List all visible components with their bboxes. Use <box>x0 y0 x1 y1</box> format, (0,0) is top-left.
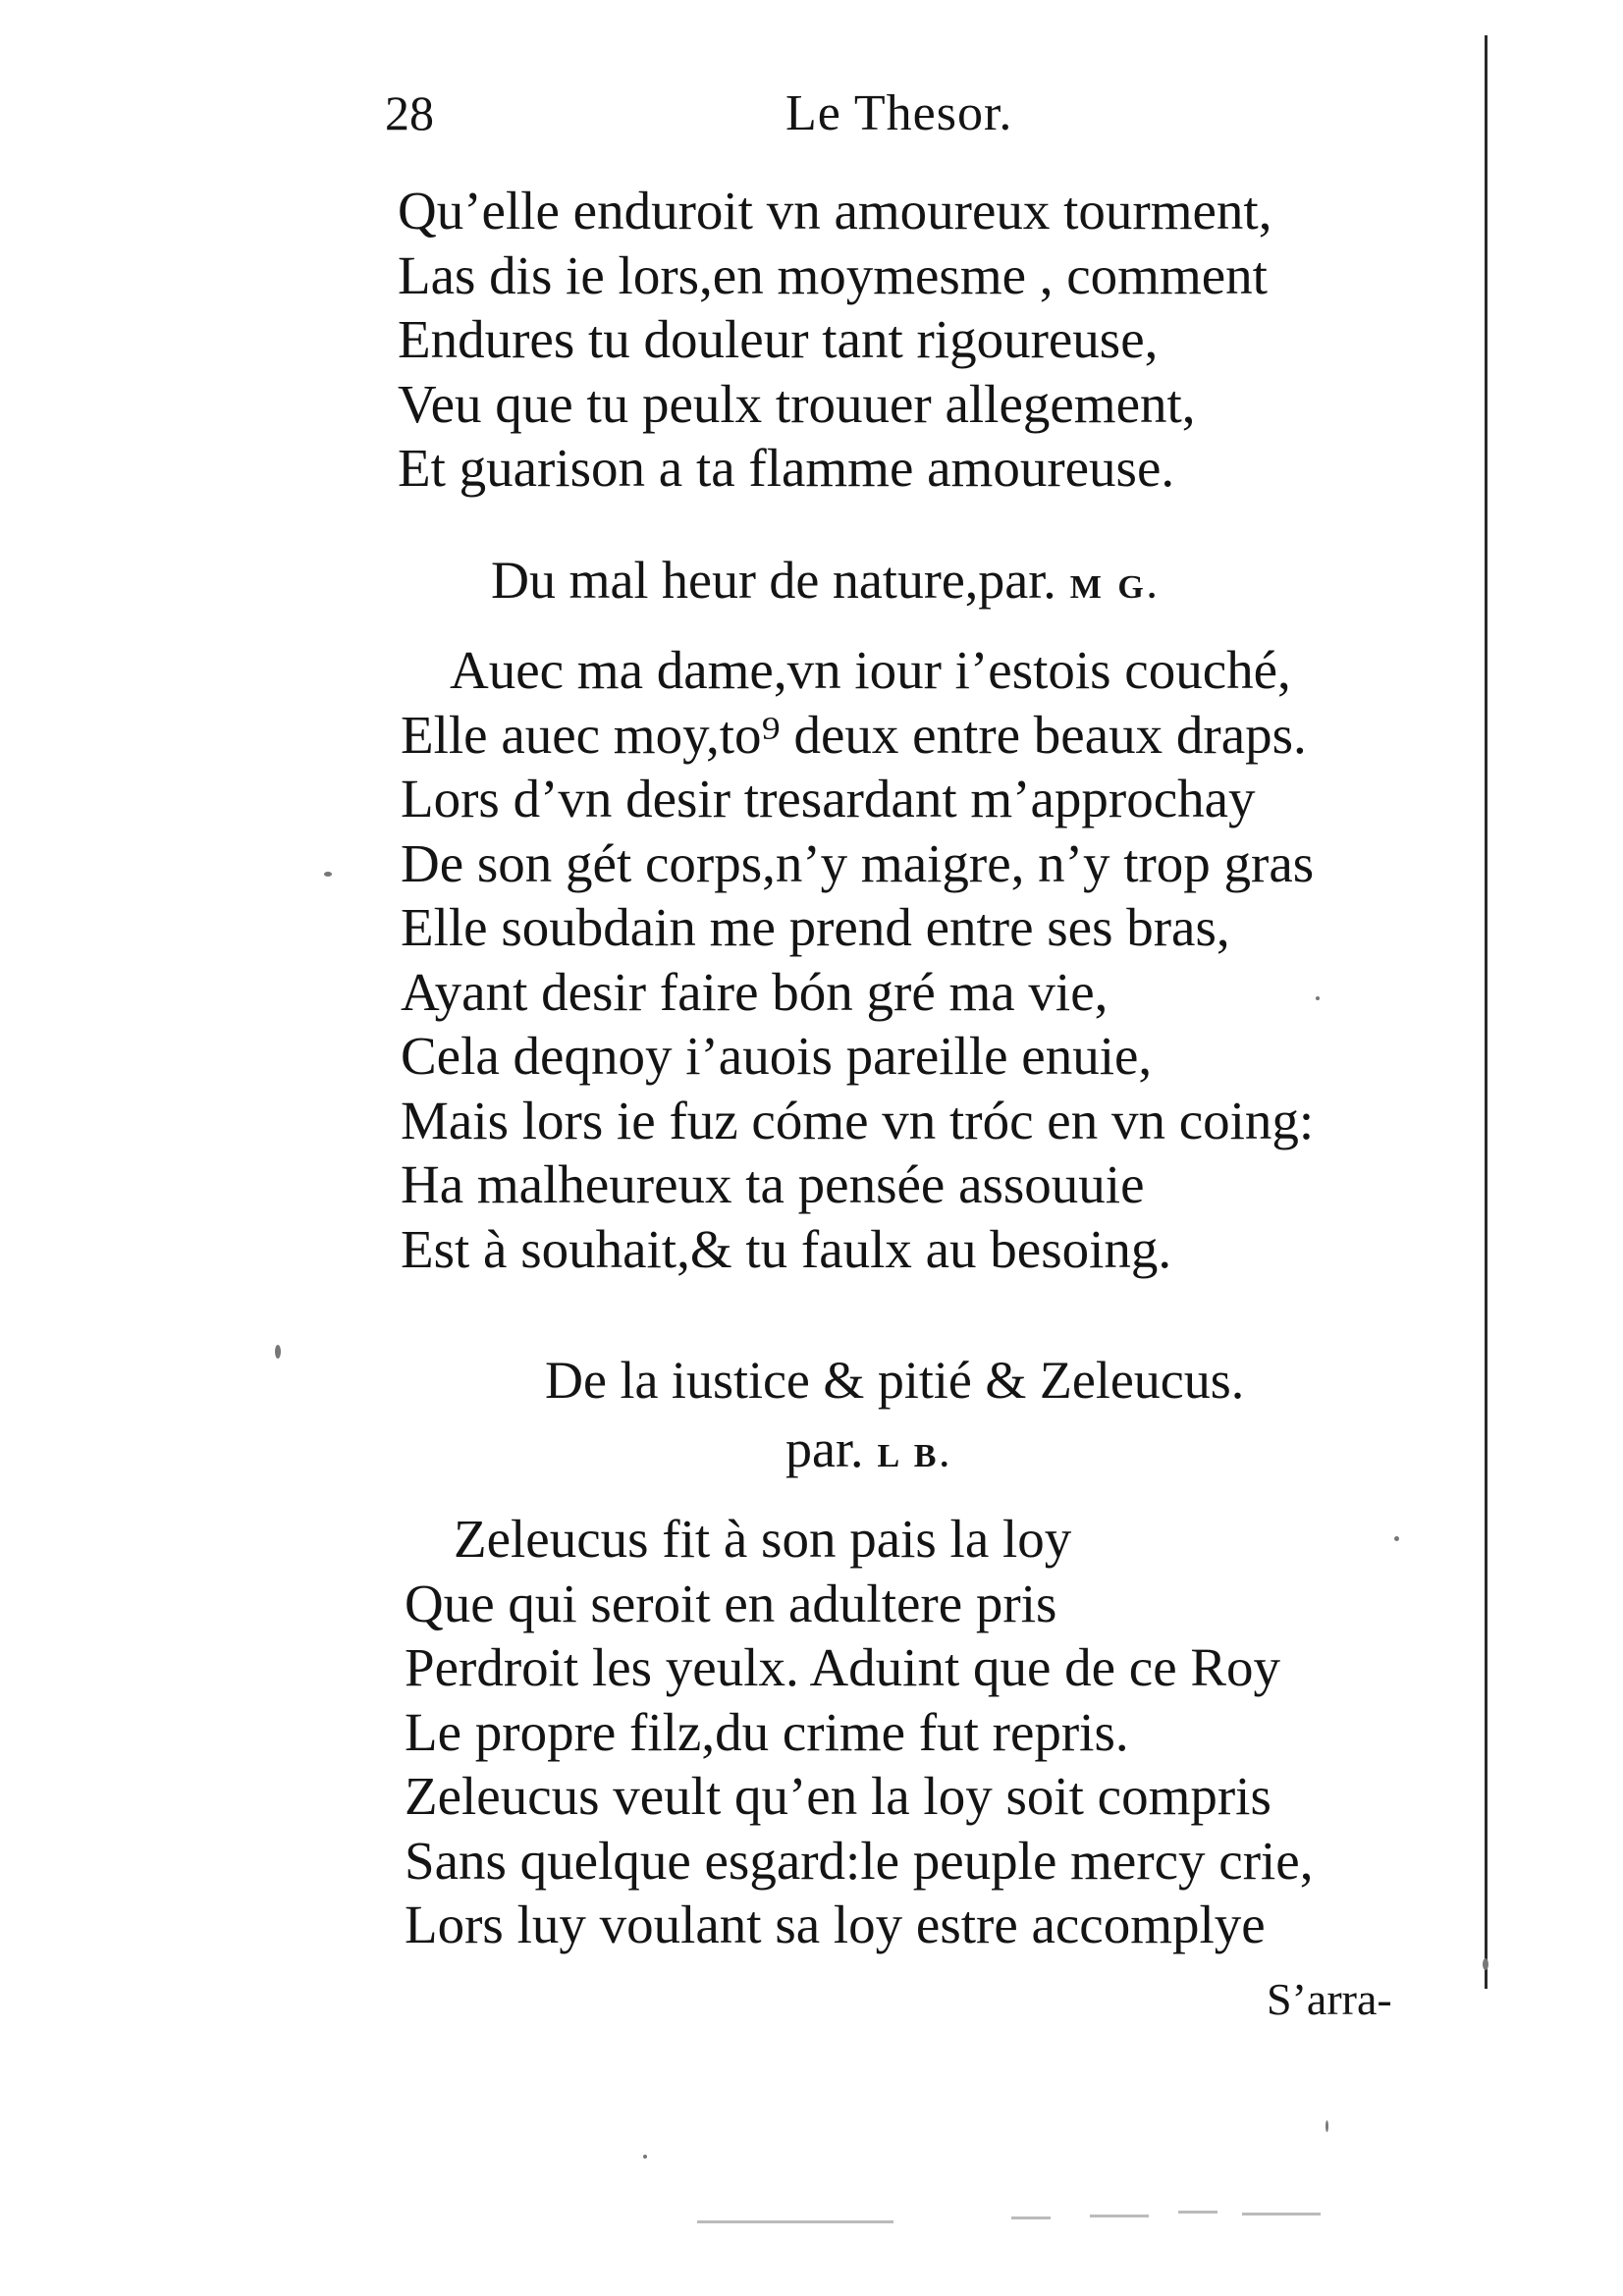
verse-line: Sans quelque esgard:le peuple mercy crie, <box>405 1830 1314 1891</box>
verse-line: Veu que tu peulx trouuer allegement, <box>398 373 1196 434</box>
poem-3-par: par. <box>785 1419 864 1478</box>
verse-line: Ayant desir faire bón gré ma vie, <box>401 961 1109 1022</box>
scan-speck <box>1394 1536 1399 1541</box>
verse-line: Est à souhait,& tu faulx au besoing. <box>401 1218 1172 1279</box>
scan-smudge <box>1178 2211 1217 2214</box>
verse-line: Le propre filz,du crime fut repris. <box>405 1701 1129 1762</box>
verse-line: Auec ma dame,vn iour i’estois couché, <box>450 640 1291 700</box>
page-edge-rule <box>1485 35 1488 1989</box>
scan-smudge <box>1090 2215 1149 2217</box>
poem-3-author: L B. <box>877 1438 952 1474</box>
verse-line: Cela deqnoy i’auois pareille enuie, <box>401 1026 1153 1086</box>
page-number: 28 <box>385 85 434 140</box>
verse-line: Qu’elle enduroit vn amoureux tourment, <box>398 181 1272 240</box>
scan-speck <box>1483 1958 1488 1970</box>
scan-speck <box>1316 996 1320 1000</box>
verse-line: Zeleucus fit à son pais la loy <box>454 1509 1072 1569</box>
poem-2-author: M G. <box>1069 569 1161 606</box>
verse-line: Que qui seroit en adultere pris <box>405 1573 1057 1633</box>
poem-2-heading <box>491 550 1160 611</box>
verse-line: Elle auec moy,to⁹ deux entre beaux draps. <box>401 704 1307 765</box>
verse-line: Elle soubdain me prend entre ses bras, <box>401 897 1230 957</box>
poem-1-verse <box>398 179 1271 501</box>
catchword: S’arra- <box>1267 1974 1392 2024</box>
scan-speck <box>1325 2120 1328 2132</box>
poem-2-title: Du mal heur de nature,par. <box>491 551 1056 610</box>
poem-3-title: De la iustice & pitié & Zeleucus. <box>545 1351 1245 1410</box>
running-title: Le Thesor. <box>785 85 1013 141</box>
poem-3-byline <box>785 1418 952 1479</box>
poem-2-verse <box>401 638 1314 1281</box>
verse-line: Endures tu douleur tant rigoureuse, <box>398 309 1159 369</box>
scan-smudge <box>1242 2213 1321 2216</box>
verse-line: Lors d’vn desir tresardant m’approchay <box>401 769 1256 828</box>
verse-line: Et guarison a ta flamme amoureuse. <box>398 438 1175 498</box>
verse-line: Mais lors ie fuz cóme vn tróc en vn coing: <box>401 1090 1315 1150</box>
scan-speck <box>275 1345 281 1359</box>
running-head <box>373 77 1483 155</box>
scan-speck <box>643 2155 647 2159</box>
verse-line: Lors luy voulant sa loy estre accomplye <box>405 1895 1266 1954</box>
scan-speck <box>324 872 332 877</box>
scan-smudge <box>1011 2216 1051 2219</box>
verse-line: Las dis ie lors,en moymesme , comment <box>398 244 1268 305</box>
verse-line: Ha malheureux ta pensée assouuie <box>401 1154 1145 1214</box>
scan-smudge <box>697 2220 893 2223</box>
poem-3-verse <box>405 1507 1313 1957</box>
verse-line: Zeleucus veult qu’en la loy soit compris <box>405 1766 1271 1826</box>
verse-line: Perdroit les yeulx. Aduint que de ce Roy <box>405 1637 1281 1697</box>
verse-line: De son gét corps,n’y maigre, n’y trop gras <box>401 832 1315 893</box>
